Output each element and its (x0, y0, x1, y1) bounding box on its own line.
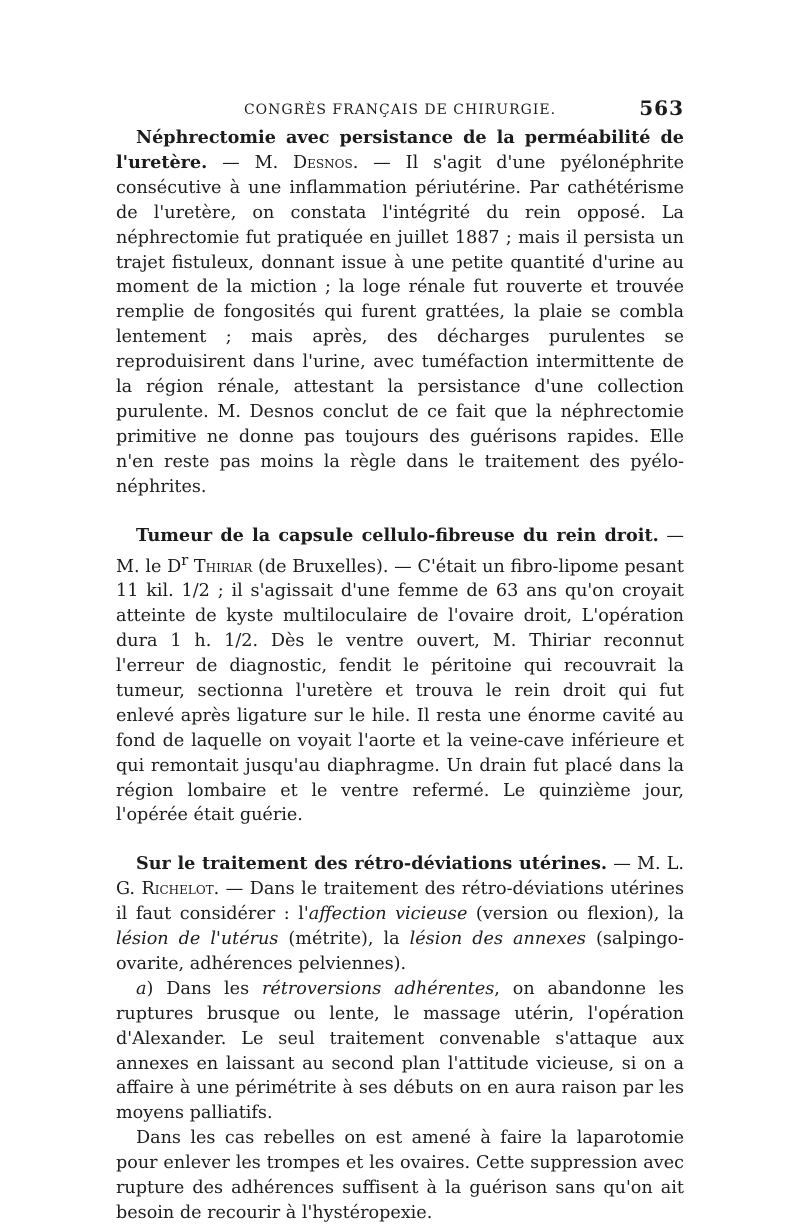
article-body: . — Il s'agit d'une pyélonéphrite consécutive à une inflammation périutérine. Par cathétérisme de l'uretère, on constata l'intégrité du rein opposé. La néphrectomie fut pratiquée en juillet 1887 ; mais il persista un trajet fistuleux, donnant issue à une petite quantité d'urine au moment de la miction ; la loge rénale fut rouverte et trouvée remplie de fongosités qui furent grattées, la plaie se combla lentement ; mais après, des décharges purulentes se reproduisirent dans l'urine, avec tuméfaction intermittente de la région rénale, attestant la persistance d'une collection purulente. M. Desnos conclut de ce fait que la néphrectomie primitive ne donne pas toujours des guérisons rapides. Elle n'en reste pas moins la règle dans le traitement des pyélo-néphrites. (116, 152, 684, 497)
author-prefix-sup: r (181, 551, 189, 569)
book-page (116, 96, 684, 1226)
article-retro-deviations (116, 852, 684, 1226)
article-paragraph (116, 852, 684, 977)
article-title: Tumeur de la capsule cellulo-fibreuse du rein droit. (136, 524, 659, 546)
article-title: Sur le traitement des rétro-déviations utérines. (136, 853, 608, 875)
running-head (116, 96, 684, 126)
article-title: Néphrectomie avec persistance de la perméabilité de l'uretère. (116, 127, 684, 173)
title-dash: — (207, 152, 255, 173)
article-paragraph (116, 126, 684, 500)
article-paragraph (116, 977, 684, 1126)
article-tumeur-capsule (116, 524, 684, 829)
article-nephrectomie (116, 126, 684, 500)
title-dash: — (658, 525, 684, 546)
italic-term: lésion de l'utérus (116, 929, 279, 950)
article-paragraph (116, 524, 684, 829)
article-author: M. Desnos (254, 152, 353, 173)
body-segment: . — Dans le traitement des rétro-déviations utérines il faut considérer : l' (116, 879, 684, 925)
article-author: M. L. G. Richelot (116, 854, 684, 900)
body-segment: (métrite), la (278, 929, 410, 950)
body-segment: (salpingo-ovarite, adhérences pelviennes). (116, 929, 684, 974)
list-letter: a (136, 978, 147, 999)
article-author: Thiriar (193, 556, 253, 577)
article-paragraph: Dans les cas rebelles on est amené à faire la laparotomie pour enlever les trompes et les ovaires. Cette suppression avec rupture des adhérences suffisent à la guérison sans qu'on ait besoin de recourir à l'hystéropexie. (116, 1128, 684, 1224)
body-segment: (version ou flexion), la (467, 904, 684, 925)
page-number: 563 (639, 96, 684, 120)
body-segment: , on abandonne les ruptures brusque ou lente, le massage utérin, l'opération d'Alexander. Le seul traitement convenable s'attaque aux annexes en laissant au second plan l'attitude vicieuse, si on a affaire à une périmétrite à ses débuts on en aura raison par les moyens palliatifs. (116, 978, 684, 1124)
author-prefix: M. le D (116, 556, 182, 577)
italic-term: rétroversions adhérentes (262, 978, 495, 999)
title-dash: — (607, 854, 637, 875)
italic-term: affection vicieuse (308, 904, 468, 925)
body-segment: ) Dans les (146, 978, 262, 999)
article-body: (de Bruxelles). — C'était un fibro-lipome pesant 11 kil. 1/2 ; il s'agissait d'une femme de 63 ans qu'on croyait atteinte de kyste multiloculaire de l'ovaire droit, L'opération dura 1 h. 1/2. Dès le ventre ouvert, M. Thiriar reconnut l'erreur de diagnostic, fendit le péritoine qui recouvrait la tumeur, sectionna l'uretère et trouva le rein droit qui fut enlevé après ligature sur le hile. Il resta une énorme cavité au fond de laquelle on voyait l'aorte et la veine-cave inférieure et qui remontait jusqu'au diaphragme. Un drain fut placé dans la région lombaire et le ventre refermé. Le quinzième jour, l'opérée était guérie. (116, 556, 685, 826)
running-title: CONGRÈS FRANÇAIS DE CHIRURGIE. (243, 102, 557, 118)
italic-term: lésion des annexes (409, 929, 586, 950)
